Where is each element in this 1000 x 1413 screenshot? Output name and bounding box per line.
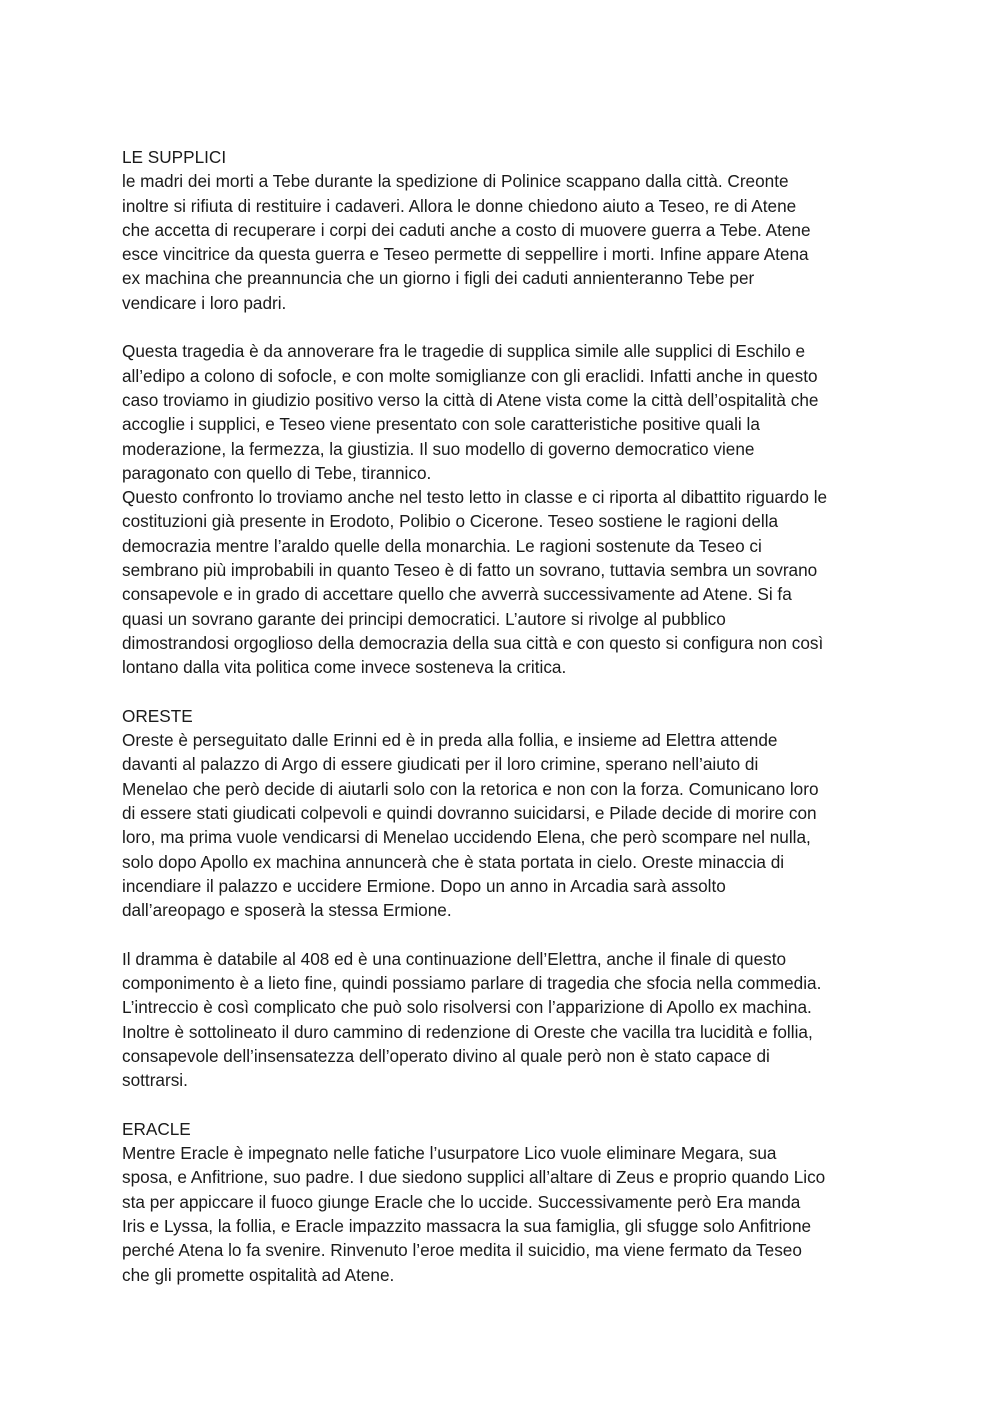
text-line: all’edipo a colono di sofocle, e con molte somiglianze con gli eraclidi. Infatti anche in questo — [122, 365, 818, 386]
section-oreste — [122, 704, 888, 1093]
text-line: che accetta di recuperare i corpi dei caduti anche a costo di muovere guerra a Tebe. Atene — [122, 219, 811, 240]
paragraph — [122, 339, 888, 679]
section-gap — [122, 1093, 888, 1117]
document-page — [122, 145, 888, 1287]
text-line: Questa tragedia è da annoverare fra le tragedie di supplica simile alle supplici di Eschilo e — [122, 341, 806, 362]
text-line: esce vincitrice da questa guerra e Teseo permette di seppellire i morti. Infine appare Atena — [122, 244, 809, 265]
text-line: sta per appiccare il fuoco giunge Eracle che lo uccide. Successivamente però Era manda — [122, 1191, 801, 1212]
text-line: vendicare i loro padri. — [122, 292, 287, 313]
text-line: componimento è a lieto fine, quindi possiamo parlare di tragedia che sfocia nella commedia. — [122, 973, 822, 994]
text-line: che gli promette ospitalità ad Atene. — [122, 1264, 395, 1285]
section-le-supplici — [122, 145, 888, 680]
text-line: inoltre si rifiuta di restituire i cadaveri. Allora le donne chiedono aiuto a Teseo, re di Atene — [122, 195, 797, 216]
text-line: sposa, e Anfitrione, suo padre. I due siedono supplici all’altare di Zeus e proprio quando Lico — [122, 1167, 826, 1188]
text-line: Il dramma è databile al 408 ed è una continuazione dell’Elettra, anche il finale di questo — [122, 948, 787, 969]
paragraph — [122, 1141, 888, 1287]
text-line: Oreste è perseguitato dalle Erinni ed è in preda alla follia, e insieme ad Elettra attende — [122, 730, 778, 751]
text-line: L’intreccio è così complicato che può solo risolversi con l’apparizione di Apollo ex machina. — [122, 997, 812, 1018]
text-line: sottrarsi. — [122, 1070, 188, 1091]
text-line: Questo confronto lo troviamo anche nel testo letto in classe e ci riporta al dibattito riguardo le — [122, 487, 828, 508]
paragraph — [122, 947, 888, 1093]
section-gap — [122, 680, 888, 704]
paragraph — [122, 169, 888, 315]
text-line: ex machina che preannuncia che un giorno i figli dei caduti annienteranno Tebe per — [122, 268, 755, 289]
text-line: paragonato con quello di Tebe, tirannico. — [122, 462, 432, 483]
section-heading: ERACLE — [122, 1118, 191, 1139]
text-line: quasi un sovrano garante dei principi democratici. L’autore si rivolge al pubblico — [122, 608, 726, 629]
text-line: accoglie i supplici, e Teseo viene presentato con sole caratteristiche positive quali la — [122, 414, 760, 435]
text-line: Menelao che però decide di aiutarli solo con la retorica e non con la forza. Comunicano loro — [122, 778, 819, 799]
text-line: le madri dei morti a Tebe durante la spedizione di Polinice scappano dalla città. Creonte — [122, 171, 789, 192]
text-line: Inoltre è sottolineato il duro cammino di redenzione di Oreste che vacilla tra lucidità e follia, — [122, 1021, 813, 1042]
text-line: dimostrandosi orgoglioso della democrazia della sua città e con questo si configura non così — [122, 632, 824, 653]
section-heading: ORESTE — [122, 705, 193, 726]
text-line: moderazione, la fermezza, la giustizia. Il suo modello di governo democratico viene — [122, 438, 755, 459]
paragraph-gap — [122, 923, 888, 947]
text-line: perché Atena lo fa svenire. Rinvenuto l’eroe medita il suicidio, ma viene fermato da Teseo — [122, 1240, 802, 1261]
text-line: incendiare il palazzo e uccidere Ermione. Dopo un anno in Arcadia sarà assolto — [122, 875, 726, 896]
text-line: Iris e Lyssa, la follia, e Eracle impazzito massacra la sua famiglia, gli sfugge solo Anfitrione — [122, 1216, 812, 1237]
text-line: davanti al palazzo di Argo di essere giudicati per il loro crimine, sperano nell’aiuto di — [122, 754, 759, 775]
section-heading: LE SUPPLICI — [122, 147, 227, 167]
text-line: di essere stati giudicati colpevoli e quindi dovranno suicidarsi, e Pilade decide di morire con — [122, 803, 817, 824]
text-line: costituzioni già presente in Erodoto, Polibio o Cicerone. Teseo sostiene le ragioni della — [122, 511, 779, 532]
text-line: consapevole e in grado di accettare quello che avverrà successivamente ad Atene. Si fa — [122, 584, 792, 605]
paragraph-gap — [122, 315, 888, 339]
paragraph — [122, 728, 888, 922]
text-line: sembrano più improbabili in quanto Teseo è di fatto un sovrano, tuttavia sembra un sovrano — [122, 560, 818, 581]
text-line: caso troviamo in giudizio positivo verso la città di Atene vista come la città dell’ospitalità che — [122, 389, 819, 410]
text-line: democrazia mentre l’araldo quelle della monarchia. Le ragioni sostenute da Teseo ci — [122, 535, 762, 556]
text-line: dall’areopago e sposerà la stessa Ermione. — [122, 900, 452, 921]
text-line: consapevole dell’insensatezza dell’operato divino al quale però non è stato capace di — [122, 1045, 770, 1066]
section-eracle — [122, 1117, 888, 1287]
text-line: Mentre Eracle è impegnato nelle fatiche l’usurpatore Lico vuole eliminare Megara, sua — [122, 1143, 777, 1164]
text-line: lontano dalla vita politica come invece sosteneva la critica. — [122, 657, 567, 678]
text-line: solo dopo Apollo ex machina annuncerà che è stata portata in cielo. Oreste minaccia di — [122, 851, 785, 872]
text-line: loro, ma prima vuole vendicarsi di Menelao uccidendo Elena, che però scompare nel nulla, — [122, 827, 811, 848]
